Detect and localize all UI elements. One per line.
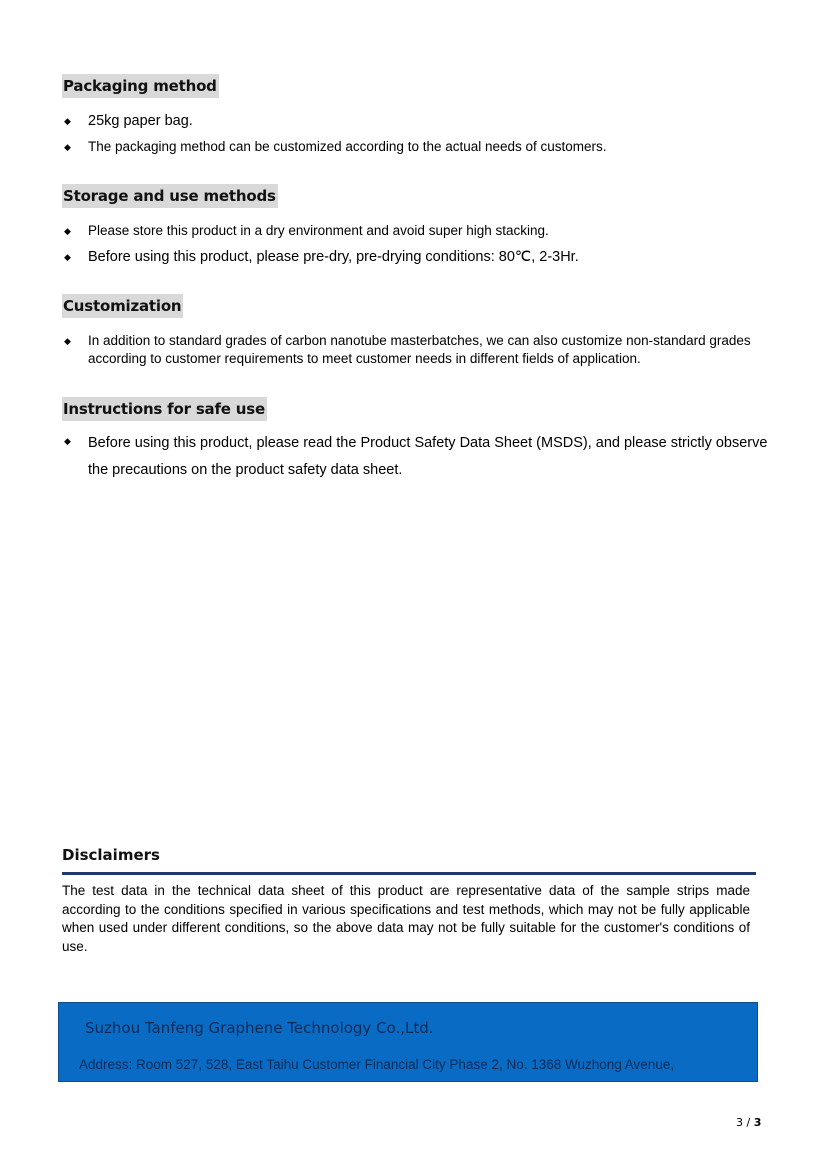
list-item bbox=[62, 430, 778, 484]
list-item-text: Before using this product, please read the Product Safety Data Sheet (MSDS), and please strictly observe the precautions on the product safety data sheet. bbox=[88, 435, 768, 478]
page-total: 3 bbox=[753, 1116, 762, 1129]
section-divider bbox=[62, 872, 756, 875]
list-item-text: Before using this product, please pre-dry, pre-drying conditions: 80℃, 2-3Hr. bbox=[88, 249, 579, 265]
disclaimers-title: Disclaimers bbox=[62, 846, 160, 864]
disclaimers-text: The test data in the technical data sheet of this product are representative data of the sample strips made according to the conditions specified in various specifications and test methods, which may not be fully applicable when used under different conditions, so the above data may not be fully suitable for the customer's conditions of use. bbox=[62, 883, 750, 954]
diamond-bullet-icon: ◆ bbox=[64, 142, 71, 152]
footer-company-name: Suzhou Tanfeng Graphene Technology Co.,Ltd. bbox=[85, 1019, 434, 1037]
footer-address: Address: Room 527, 528, East Taihu Customer Financial City Phase 2, No. 1368 Wuzhong Avenue, bbox=[79, 1057, 675, 1072]
storage-list bbox=[62, 222, 778, 274]
page-current: 3 bbox=[736, 1116, 743, 1129]
customization-list bbox=[62, 332, 778, 376]
list-item bbox=[62, 332, 778, 368]
list-item-text: 25kg paper bag. bbox=[88, 113, 193, 129]
list-item-text: In addition to standard grades of carbon nanotube masterbatches, we can also customize non-standard grades according to customer requirements to meet customer needs in different fields of application. bbox=[88, 333, 751, 366]
heading-instructions-for-safe-use: Instructions for safe use bbox=[62, 397, 267, 421]
list-item-text: The packaging method can be customized according to the actual needs of customers. bbox=[88, 139, 607, 154]
heading-storage-and-use-methods: Storage and use methods bbox=[62, 184, 278, 208]
footer-banner bbox=[58, 1002, 758, 1082]
list-item bbox=[62, 138, 778, 156]
list-item bbox=[62, 222, 778, 240]
page-number bbox=[736, 1116, 761, 1129]
heading-packaging-method: Packaging method bbox=[62, 74, 219, 98]
diamond-bullet-icon: ◆ bbox=[64, 252, 71, 262]
diamond-bullet-icon: ◆ bbox=[64, 116, 71, 126]
safe-use-list bbox=[62, 430, 778, 492]
list-item bbox=[62, 112, 778, 130]
list-item-text: Please store this product in a dry environment and avoid super high stacking. bbox=[88, 223, 549, 238]
diamond-bullet-icon: ◆ bbox=[64, 336, 71, 346]
diamond-bullet-icon: ◆ bbox=[64, 226, 71, 236]
list-item bbox=[62, 248, 778, 266]
diamond-bullet-icon: ◆ bbox=[64, 436, 71, 446]
heading-customization: Customization bbox=[62, 294, 183, 318]
packaging-list bbox=[62, 112, 778, 164]
page-separator: / bbox=[743, 1116, 754, 1129]
